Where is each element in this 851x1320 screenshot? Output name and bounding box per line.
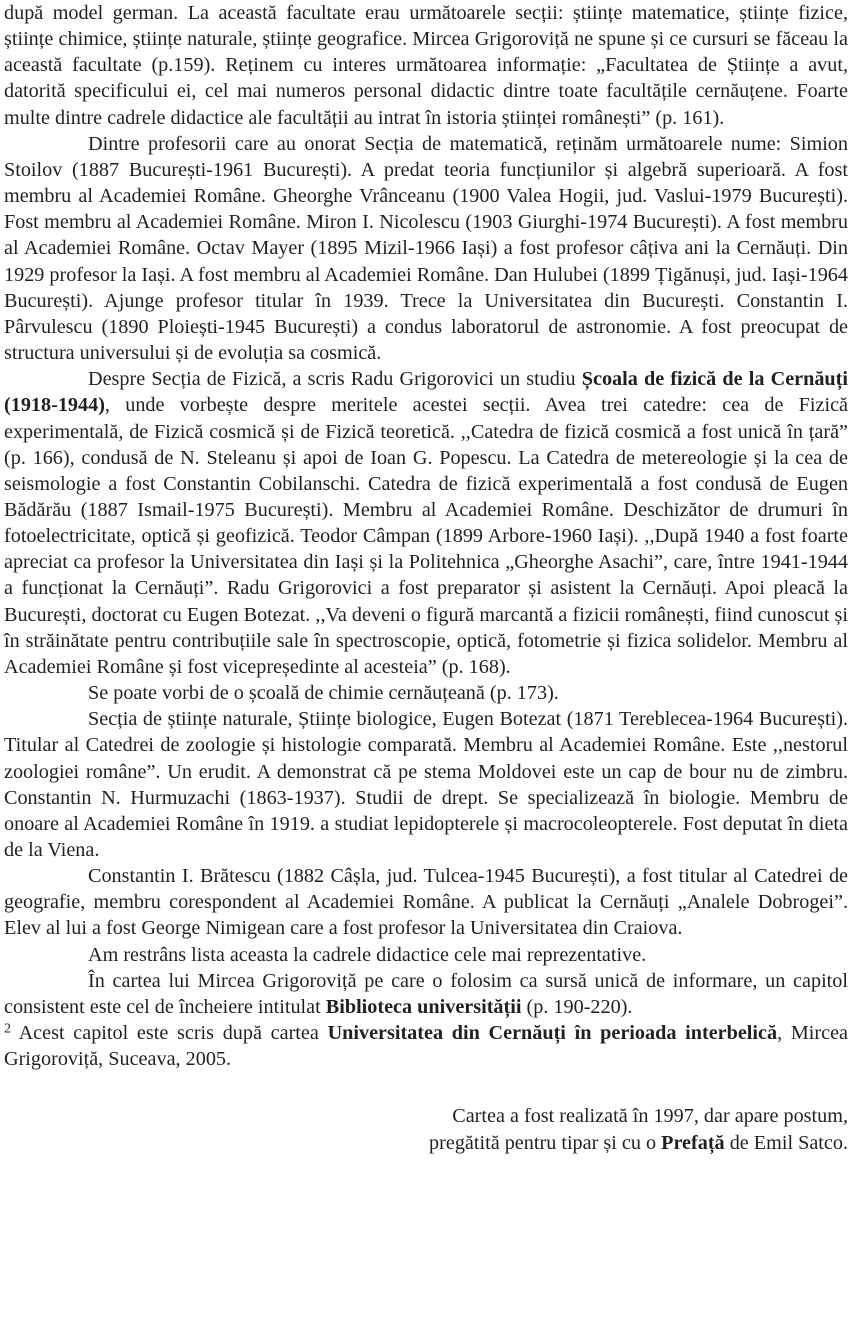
paragraph-text: Constantin I. Brătescu (1882 Câșla, jud. Tulcea-1945 București), a fost titular al Catedrei de geografie, membru corespondent al Academiei Române. A publicat la Cernăuți „Analele Dobrogei”. Elev al lui a fost George Nimigean care a fost profesor la Universitatea din Craiova.: [4, 865, 848, 940]
footnote-book-title: Universitatea din Cernăuți în perioada interbelică: [327, 1022, 778, 1045]
chapter-title: Biblioteca universității: [325, 995, 522, 1018]
paragraph-physics-section: [4, 366, 848, 680]
paragraph-text: , unde vorbește despre meritele acestei secții. Avea trei catedre: cea de Fizică experimentală, de Fizică cosmică și de Fizică teoretică. ,,Catedra de fizică cosmică a fost unică în țară” (p. 166), condusă de N. Steleanu și apoi de Ioan G. Popescu. La Catedra de metereologie și la cea de seismologie a fost Constantin Cobilanschi. Catedra de fizică experimentală a fost condusă de Eugen Bădărău (1887 Ismail-1975 București). Membru al Academiei Române. Deschizător de drumuri în fotoelectricitate, optică și geofizică. Teodor Câmpan (1899 Arbore-1960 Iași). ,,După 1940 a fost foarte apreciat ca profesor la Universitatea din Iași și la Politehnica „Gheorghe Asachi”, care, între 1941-1944 a funcționat la Cernăuți”. Radu Grigorovici a fost preparator și asistent la Cernăuți. Apoi pleacă la București, doctorat cu Eugen Botezat. ,,Va deveni o figură marcantă a fizicii românești, fiind cunoscut și în străinătate pentru contribuțiile sale în spectroscopie, optică, fotometrie și fizica solidelor. Membru al Academiei Române și fost vicepreședinte al acesteia” (p. 168).: [4, 394, 848, 678]
footnote-marker: 2: [4, 1021, 11, 1037]
footnote-text: Acest capitol este scris după cartea: [11, 1022, 328, 1045]
footnote-text: , Mircea Grigoroviță, Suceava, 2005.: [4, 1022, 848, 1071]
paragraph-library-chapter: [4, 968, 848, 1020]
paragraph-text: Se poate vorbi de o școală de chimie cernăuțeană (p. 173).: [88, 682, 559, 705]
paragraph-text: Despre Secția de Fizică, a scris Radu Grigorovici un studiu: [88, 368, 582, 391]
paragraph-text: (p. 190-220).: [521, 995, 633, 1018]
preface-word: Prefață: [661, 1131, 725, 1154]
paragraph-text: Am restrâns lista aceasta la cadrele didactice cele mai reprezentative.: [88, 943, 647, 966]
signoff-line-1: Cartea a fost realizată în 1997, dar apare postum,: [452, 1105, 848, 1128]
paragraph-chemistry-school: [4, 680, 848, 706]
signoff: [4, 1103, 848, 1155]
paragraph-mathematics-section: [4, 131, 848, 366]
footnote: [4, 1020, 848, 1072]
paragraph-natural-sciences: [4, 706, 848, 863]
paragraph-text: Dintre profesorii care au onorat Secția de matematică, reținăm următoarele nume: Simion Stoilov (1887 București-1961 București). A predat teoria funcțiunilor și algebră superioară. A fost membru al Academiei Române. Gheorghe Vrânceanu (1900 Valea Hogii, jud. Vaslui-1979 București). Fost membru al Academiei Române. Miron I. Nicolescu (1903 Giurghi-1974 București). A fost membru al Academiei Române. Octav Mayer (1895 Mizil-1966 Iași) a fost profesor câțiva ani la Cernăuți. Din 1929 profesor la Iași. A fost membru al Academiei Române. Dan Hulubei (1899 Țigănuși, jud. Iași-1964 București). Ajunge profesor titular în 1939. Trece la Universitatea din București. Constantin I. Pârvulescu (1890 Ploiești-1945 București) a condus laboratorul de astronomie. A fost preocupat de structura universului și de evoluția sa cosmică.: [4, 132, 848, 365]
signoff-text: de Emil Satco.: [724, 1131, 848, 1154]
paragraph-geography: [4, 863, 848, 941]
signoff-line-2: [4, 1130, 848, 1156]
study-title: Școala de fizică de la Cernăuți (1918-1944): [4, 368, 848, 417]
paragraph-text: Secția de științe naturale, Științe biologice, Eugen Botezat (1871 Tereblecea-1964 București). Titular al Catedrei de zoologie și histologie comparată. Membru al Academiei Române. Este ,,nestorul zoologiei române”. Un erudit. A demonstrat că pe stema Moldovei este un cap de bour nu de zimbru. Constantin N. Hurmuzachi (1863-1937). Studii de drept. Se specializează în biologie. Membru de onoare al Academiei Române în 1919. a studiat lepidopterele și macrocoleopterele. Fost deputat în dieta de la Viena.: [4, 708, 848, 861]
signoff-text: pregătită pentru tipar și cu o: [429, 1131, 662, 1154]
paragraph-text: după model german. La această facultate erau următoarele secții: științe matematice, științe fizice, științe chimice, științe naturale, științe geografice. Mircea Grigoroviță ne spune și ce cursuri se făceau la această facultate (p.159). Reținem cu interes următoarea informație: „Facultatea de Științe a avut, datorită specificului ei, cel mai numeros personal didactic dintre toate facultățile cernăuțene. Foarte multe dintre cadrele didactice ale facultății au intrat în istoria științei românești” (p. 161).: [4, 2, 848, 129]
paragraph-faculty-sections: [4, 0, 848, 131]
paragraph-list-note: [4, 942, 848, 968]
paragraph-text: În cartea lui Mircea Grigoroviță pe care o folosim ca sursă unică de informare, un capitol consistent este cel de încheiere intitulat: [4, 969, 848, 1018]
